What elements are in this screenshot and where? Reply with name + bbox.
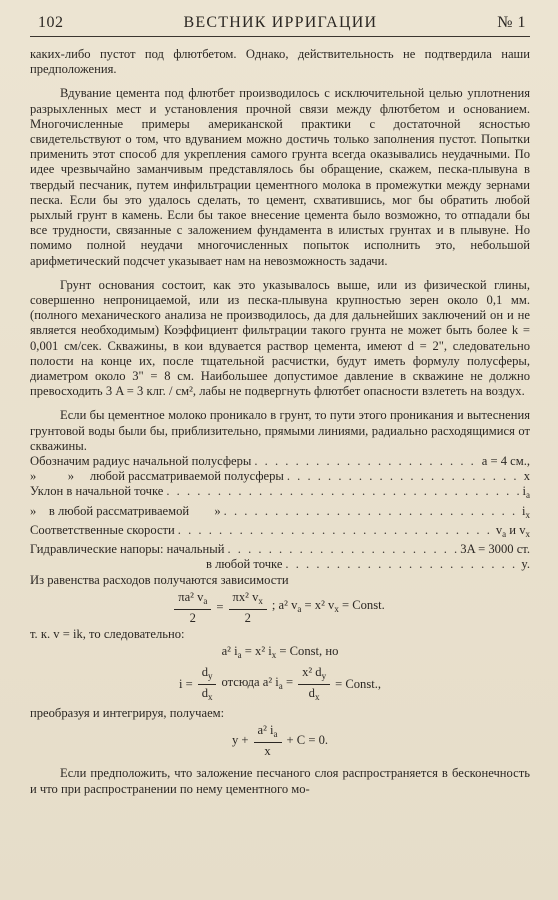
article-body [30, 47, 530, 797]
math-intro: Из равенства расходов получаются зависимости [30, 572, 289, 587]
equation-2: a² $i_a = x^2$ $i_x$ = Const, но [221, 643, 339, 660]
paragraph-4: Если бы цементное молоко проникало в грунт, то пути этого проникания и вытеснения грунтовой воды были бы, приблизительно, прямыми линиями, радиально расходящимися от скважины. [30, 408, 530, 453]
definition-row: Гидравлические напоры: начальный . . . 3A = 3000 ст. [30, 542, 530, 557]
equation-3: i = $\frac{d_y}{d_x}$ отсюда a² $i_a$ = $\frac{x^2 d_y}{d_x}$ = Const., [178, 665, 382, 703]
paragraph-2: Вдувание цемента под флютбет производилось с исключительной целью уплотнения разрыхленных мест и установления прочной связи между флютбетом и основанием. Многочисленные примеры американской практики с достаточной ясностью свидетельствуют о том, что вдуванием можно достичь только заполнения пустот. Попытки применить этот способ для укрепления самого грунта всегда оказывались неудачными. По идее чрезвычайно заманчивым представлялось бы обращение, скажем, песка-плывуна в твердый песчаник, путем инфильтрации цементного молока в промежутки между зернами песка. Если бы это удалось сделать, то цемент, схватившись, мог бы обратить любой рыхлый грунт в камень. Если бы такое внесение цемента было возможно, то отпадали бы все трудности, связанные с заложением фундамента в илистых грунтах и в плывуне. Но помимо полной неудачи многочисленных попыток исполнить это, небольшой арифметический подсчет указывает нам на невозможность задачи. [30, 86, 530, 268]
definition-row: Соответственные скорости . . . $v_a$ и $v_x$ [30, 523, 530, 542]
equation-1: $\frac{\pi a^2 v_a}{2}$ = $\frac{\pi x^2 v_x}{2}$ ; a² $v_a = x^2$ $v_x$ = Const. [30, 590, 530, 625]
page-number: 102 [38, 14, 64, 31]
definition-row: в любой точке . . . y. [30, 557, 530, 572]
math-tk: т. к. v = ik, то следовательно: [30, 626, 185, 641]
issue-number: № 1 [497, 14, 526, 31]
paragraph-3: Грунт основания состоит, как это указывалось выше, или из физической глины, совершенно непроницаемой, или из песка-плывуна крупностью зерен около 0,1 мм. (полного механического анализа не производилось, да для дальнейших заключений он и не является необходимым) Коэффициент фильтрации такого грунта не может быть более k = 0,001 см/сек. Скважины, в кои вдувается раствор цемента, имеют d = 2", следовательно полости на конце их, после тщательной расчистки, будут иметь формулу полусферы, диаметром около 3" = 8 см. Наибольшее допустимое давление в скважине не должно превосходить 3 A = 3 клг. / см², лабы не подвергнуть флютбет опасности взлететь на воздух. [30, 277, 530, 399]
journal-title: ВЕСТНИК ИРРИГАЦИИ [183, 14, 378, 31]
paragraph-5: Если предположить, что заложение песчаного слоя распространяется в бесконечность и что при распространении по нему цементного мо- [30, 766, 530, 796]
equation-4: y + $\frac{a^2 i_a}{x}$ + C = 0. [231, 723, 329, 759]
definitions-list [30, 454, 530, 572]
definition-row: Обозначим радиус начальной полусферы . . . a = 4 см., [30, 454, 530, 469]
definition-row: » в любой рассматриваемой » . . . $i_x$ [30, 504, 530, 523]
definition-row: Уклон в начальной точке . . . $i_a$ [30, 484, 530, 503]
definition-row: » » любой рассматриваемой полусферы . . . x [30, 469, 530, 484]
math-transform: преобразуя и интегрируя, получаем: [30, 706, 225, 721]
running-header [30, 14, 530, 37]
paragraph-1: каких-либо пустот под флютбетом. Однако, действительность не подтвердила наши предположения. [30, 47, 530, 77]
